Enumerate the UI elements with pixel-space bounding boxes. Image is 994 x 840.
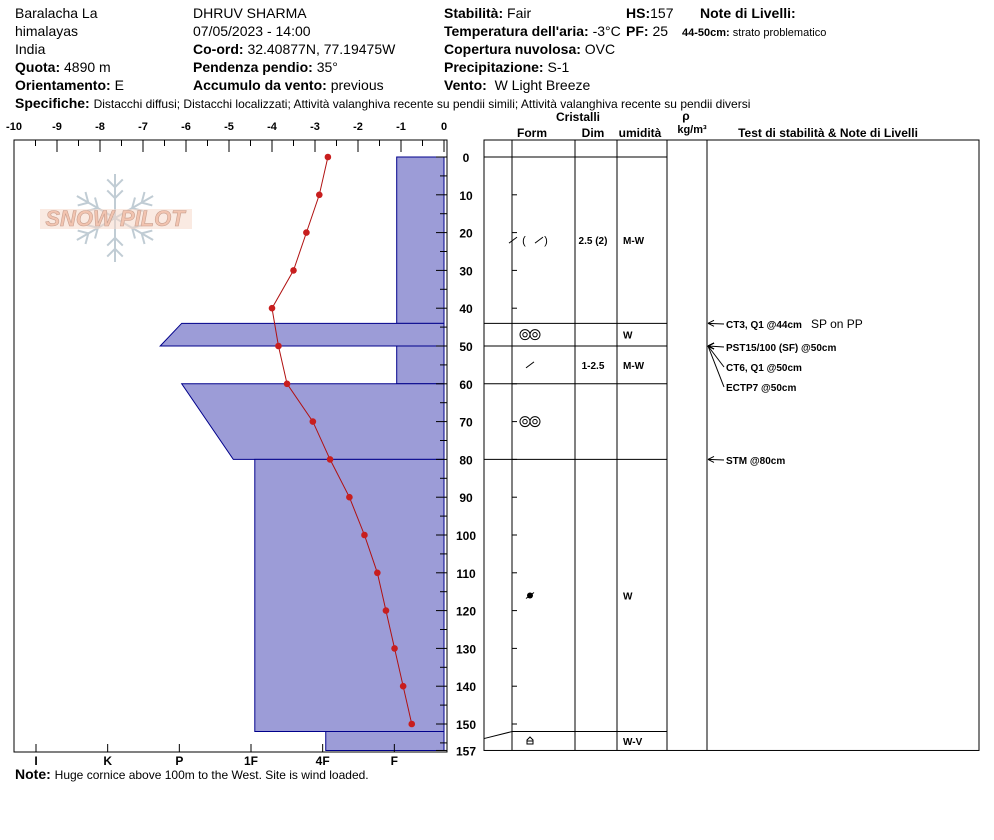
depth-tick-label: 80: [459, 453, 473, 468]
depth-tick-label: 150: [455, 718, 477, 732]
paren-mark: ): [544, 235, 548, 248]
depth-hoar-icon: [527, 737, 533, 744]
temperature-point: [316, 192, 323, 199]
hardness-bar: [326, 732, 444, 751]
location-name: Baralacha La: [15, 5, 98, 21]
melt-form-icon: [520, 417, 530, 427]
stability-test-label: CT6, Q1 @50cm: [726, 363, 802, 374]
paren-mark: (: [522, 235, 526, 248]
depth-tick-label: 100: [455, 529, 477, 543]
cloud-cover-label: Copertura nuvolosa:: [444, 41, 581, 57]
temperature-tick-label: -7: [138, 121, 148, 133]
foot-penetration-label: PF:: [626, 23, 649, 39]
temperature-point: [310, 418, 317, 425]
temperature-tick-label: -6: [181, 121, 191, 133]
ice-formation-icon: [526, 592, 534, 598]
moisture-label: W-V: [623, 737, 643, 749]
temperature-point: [327, 456, 334, 463]
depth-tick-label: 120: [455, 604, 477, 619]
depth-tick-label: 90: [459, 491, 473, 506]
depth-tick-label: 70: [459, 415, 473, 430]
layer-table-frame: [484, 140, 979, 750]
coordinates-label: Co-ord:: [193, 41, 244, 57]
stability-test-label: ECTP7 @50cm: [726, 383, 797, 394]
hardness-tick-label: 1F: [243, 754, 259, 768]
melt-form-icon: [520, 330, 530, 340]
stability-test-label: PST15/100 (SF) @50cm: [726, 343, 837, 354]
melt-form-icon: [530, 417, 540, 427]
temperature-point: [303, 229, 310, 236]
temperature-tick-label: -9: [52, 121, 62, 133]
temperature-point: [374, 570, 381, 577]
temperature-point: [346, 494, 353, 501]
hardness-tick-label: F: [390, 754, 399, 768]
snowpilot-logo: [40, 174, 192, 262]
air-temperature-value: -3°C: [592, 23, 621, 39]
depth-tick-label: 20: [459, 226, 473, 241]
depth-tick-label: 50: [459, 340, 473, 354]
stability-value: Fair: [507, 5, 532, 21]
snow-height-label: HS:: [626, 5, 651, 21]
grain-size-label: 2.5 (2): [578, 236, 608, 248]
temperature-point: [383, 607, 390, 614]
hardness-tick-label: K: [103, 754, 113, 768]
hardness-tick-label: P: [175, 754, 184, 768]
depth-tick-label: 130: [455, 642, 477, 657]
stability-test: [708, 343, 836, 354]
faceted-crystal-icon: [535, 237, 543, 243]
temperature-point: [325, 154, 332, 161]
logo-text: SNOW PILOT: [45, 206, 185, 231]
temperature-point: [361, 532, 368, 539]
faceted-crystal-icon: [509, 237, 517, 243]
temperature-tick-label: -1: [396, 121, 406, 133]
wind-value: W Light Breeze: [494, 77, 591, 93]
depth-tick-label: 60: [459, 377, 473, 392]
aspect-label: Orientamento:: [15, 77, 111, 93]
precipitation-value: S-1: [547, 59, 570, 75]
moisture-label: W: [623, 330, 633, 342]
grain-size-label: 1-2.5: [581, 360, 605, 372]
air-temperature-label: Temperatura dell'aria:: [444, 23, 589, 39]
temperature-point: [391, 645, 398, 652]
stability-label: Stabilità:: [444, 5, 504, 21]
temperature-point: [284, 381, 291, 388]
depth-tick-label: 0: [462, 151, 470, 165]
observation-datetime: 07/05/2023 - 14:00: [193, 23, 311, 39]
stability-test: [708, 317, 863, 331]
hardness-tick-label: I: [34, 754, 38, 768]
stability-test-note: SP on PP: [811, 317, 863, 331]
temperature-point: [269, 305, 276, 312]
temperature-tick-label: 0: [440, 121, 448, 133]
layer-notes-title: Note di Livelli:: [700, 5, 796, 21]
temperature-point: [275, 343, 282, 350]
crystals-header: Cristalli: [555, 110, 601, 124]
footer-note: [15, 766, 369, 783]
snow-height-value: 157: [650, 5, 674, 21]
depth-tick-label: 10: [459, 188, 473, 203]
elevation-value: 4890 m: [64, 59, 111, 75]
location-country: India: [15, 41, 46, 57]
temperature-tick-label: -8: [95, 121, 105, 133]
hardness-bar: [160, 323, 444, 346]
moisture-header: umidità: [618, 126, 662, 140]
slope-value: 35°: [316, 59, 338, 75]
slope-label: Pendenza pendio:: [193, 59, 313, 75]
density-symbol: ρ: [682, 109, 690, 123]
wind-label: Vento:: [444, 77, 487, 93]
cloud-cover-value: OVC: [584, 41, 616, 57]
specifics-label: Specifiche:: [15, 95, 90, 111]
hardness-bar: [397, 346, 444, 384]
footer-note-text: Huge cornice above 100m to the West. Site is wind loaded.: [54, 768, 369, 782]
elevation-label: Quota:: [15, 59, 61, 75]
specifics-value: Distacchi diffusi; Distacchi localizzati; Attività valanghiva recente su pendii simili; Attività valanghiva recente su pendii diversi: [93, 97, 751, 111]
coordinates-value: 32.40877N, 77.19475W: [247, 41, 396, 57]
form-header: Form: [517, 126, 547, 140]
temperature-tick-label: -10: [6, 121, 22, 133]
depth-tick-label: 110: [456, 566, 476, 581]
size-header: Dim: [581, 126, 605, 140]
precipitation-label: Precipitazione:: [444, 59, 544, 75]
temperature-point: [290, 267, 297, 274]
wind-loading-label: Accumulo da vento:: [193, 77, 327, 93]
depth-tick-label: 40: [459, 302, 473, 317]
hardness-tick-label: 4F: [315, 754, 330, 768]
depth-tick-label: 30: [459, 264, 473, 279]
foot-penetration-value: 25: [652, 23, 669, 39]
moisture-label: M-W: [623, 236, 645, 248]
temperature-tick-label: -5: [224, 121, 234, 133]
location-region: himalayas: [15, 23, 79, 39]
stability-test-label: STM @80cm: [726, 456, 786, 467]
faceted-crystal-icon: [526, 362, 534, 368]
density-unit: kg/m³: [677, 124, 707, 136]
temperature-tick-label: -3: [310, 121, 320, 133]
layer-note-text: strato problematico: [732, 27, 827, 39]
temperature-point: [408, 721, 415, 728]
wind-loading-value: previous: [330, 77, 384, 93]
melt-form-icon: [530, 330, 540, 340]
stability-tests-header: Test di stabilità & Note di Livelli: [738, 126, 918, 140]
footer-note-label: Note:: [15, 766, 51, 782]
aspect-value: E: [114, 77, 124, 93]
depth-tick-label: 140: [455, 680, 477, 695]
layer-boundary-connector: [484, 732, 512, 739]
temperature-tick-label: -4: [267, 121, 277, 133]
stability-test-label: CT3, Q1 @44cm: [726, 320, 802, 331]
temperature-point: [400, 683, 407, 690]
layer-note-depth: 44-50cm:: [682, 27, 730, 39]
hardness-bar: [397, 157, 444, 323]
depth-tick-label: 157: [455, 744, 477, 759]
moisture-label: W: [623, 591, 633, 603]
stability-test: [708, 456, 785, 467]
observer-name: DHRUV SHARMA: [193, 5, 307, 21]
moisture-label: M-W: [623, 360, 645, 372]
temperature-tick-label: -2: [353, 121, 363, 133]
